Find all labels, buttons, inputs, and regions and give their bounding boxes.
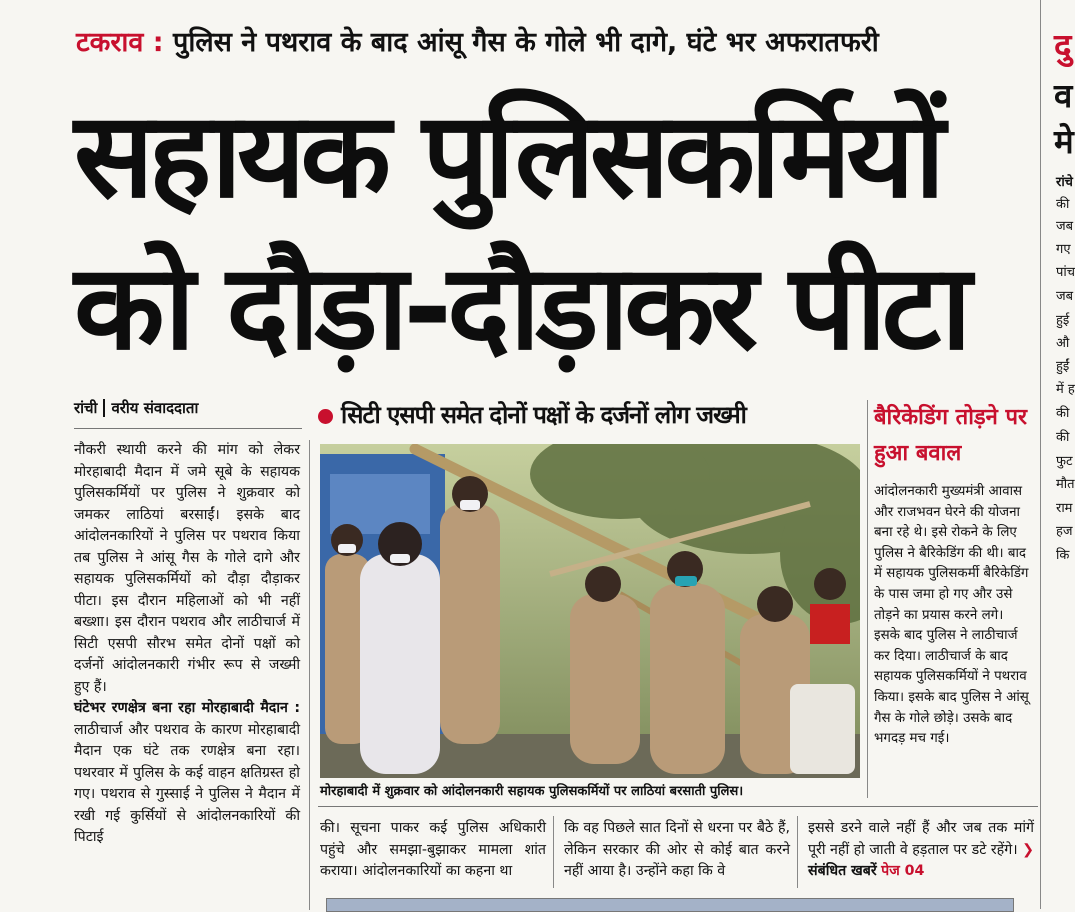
adjacent-line: जब (1056, 289, 1074, 304)
adjacent-line: हुईं (1056, 359, 1070, 374)
article-column-2: की। सूचना पाकर कई पुलिस अधिकारी पहुंचे और समझा-बुझाकर मामला शांत कराया। आंदोलनकारियों का कहना था (320, 820, 546, 879)
adjacent-article (1042, 0, 1075, 909)
kicker-text: पुलिस ने पथराव के बाद आंसू गैस के गोले भी दागे, घंटे भर अफरातफरी (173, 27, 879, 58)
adjacent-line: हज (1056, 524, 1073, 539)
adjacent-line: जब (1056, 219, 1074, 234)
photo-headline-text: सिटी एसपी समेत दोनों पक्षों के दर्जनों लोग जख्मी (341, 401, 746, 429)
adjacent-line: में ह (1056, 382, 1075, 397)
adjacent-line: रांचे (1056, 175, 1073, 190)
bullet-icon (318, 409, 333, 424)
adjacent-line: औ (1056, 336, 1070, 351)
adjacent-line: हुई (1056, 313, 1070, 328)
right-column-rule (1040, 0, 1041, 909)
adjacent-line: राम (1056, 501, 1073, 516)
photo-caption: मोरहाबादी में शुक्रवार को आंदोलनकारी सहायक पुलिसकर्मियों पर लाठियां बरसाती पुलिस। (320, 784, 744, 799)
article-subhead: घंटेभर रणक्षेत्र बना रहा मोरहाबादी मैदान : (74, 700, 300, 716)
news-photo (320, 444, 860, 778)
headline-line-1: सहायक पुलिसकर्मियों (74, 86, 941, 224)
adjacent-line: पांच (1056, 265, 1075, 280)
article-column-4 (808, 818, 1034, 883)
bottom-rule (318, 806, 1038, 807)
byline-rule (74, 428, 302, 429)
related-news-label: संबंधित खबरें (808, 863, 877, 879)
related-news-page: पेज 04 (881, 863, 925, 879)
photo-headline (318, 398, 863, 431)
adjacent-line: की (1056, 197, 1070, 212)
column-rule-1 (309, 440, 310, 910)
sidebar-body: आंदोलनकारी मुख्यमंत्री आवास और राजभवन घेरने की योजना बना रहे थे। इसे रोकने के लिए पुलिस ने बैरिकेडिंग की थी। बाद में सहायक पुलिसकर्मी बैरिकेडिंग के पास जमा हो गए और उसे तोड़ने का प्रयास करने लगे। इसके बाद पुलिस ने लाठीचार्ज कर दिया। लाठीचार्ज के बाद सहायक पुलिसकर्मियों ने पथराव किया। इसके बाद पुलिस ने आंसू गैस के गोले छोड़े। उसके बाद भगदड़ मच गई। (874, 484, 1029, 747)
byline-separator (103, 399, 105, 417)
adjacent-headline-3: मे (1054, 122, 1074, 161)
article-column-4-text: इससे डरने वाले नहीं हैं और जब तक मांगें पूरी नहीं हो जाती वे हड़ताल पर डटे रहेंगे। (808, 820, 1034, 858)
kicker-label: टकराव : (76, 27, 164, 58)
adjacent-headline-1: दु (1054, 26, 1072, 65)
sidebar-headline: बैरिकेडिंग तोड़ने पर हुआ बवाल (874, 405, 1028, 466)
column-rule-4 (797, 816, 798, 888)
article-paragraph-2 (74, 698, 300, 849)
byline (74, 398, 198, 418)
article-column-3: कि वह पिछले सात दिनों से धरना पर बैठे हैं, लेकिन सरकार की ओर से कोई बात करने नहीं आया है। उन्होंने कहा कि वे (564, 820, 790, 879)
column-rule-3 (553, 816, 554, 888)
adjacent-line: कि (1056, 548, 1070, 563)
column-rule-2 (867, 400, 868, 798)
chevron-right-icon: ❯ (1022, 841, 1034, 858)
article-paragraph-1: नौकरी स्थायी करने की मांग को लेकर मोरहाबादी मैदान में जमे सूबे के सहायक पुलिसकर्मियों पर पुलिस ने शुक्रवार को जमकर लाठियां बरसाईं। इसके बाद आंदोलनकारियों ने पुलिस पर पथराव किया तब पुलिस ने आंसू गैस के गोले दागे और सहायक पुलिसकर्मियों को दौड़ा दौड़ाकर पीटा। इस दौरान महिलाओं को भी नहीं बख्शा। इस दौरान पथराव और लाठीचार्ज में सिटी एसपी सौरभ समेत दोनों पक्षों को दर्जनों आंदोलनकारी गंभीर रूप से जख्मी हुए हैं। (74, 442, 300, 695)
article-paragraph-2-text: लाठीचार्ज और पथराव के कारण मोरहाबादी मैदान एक घंटे तक रणक्षेत्र बना रहा। पथरवार में पुलिस के कई वाहन क्षतिग्रस्त हो गए। पथराव से गुस्साई ने पुलिस ने मैदान में रखी गई कुर्सियों से आंदोलनकारियों की पिटाई (74, 721, 300, 845)
adjacent-line: की (1056, 430, 1070, 445)
byline-reporter: वरीय संवाददाता (111, 399, 199, 417)
adjacent-line: की (1056, 406, 1070, 421)
byline-city: रांची (74, 399, 98, 417)
adjacent-line: मौत (1056, 477, 1075, 492)
news-photo-illustration (320, 444, 860, 778)
kicker (76, 22, 1036, 59)
adjacent-headline-2: व (1054, 76, 1073, 115)
next-article-photo-edge (326, 898, 1014, 912)
article-column-1 (74, 440, 300, 849)
headline-line-2: को दौड़ा-दौड़ाकर पीटा (74, 238, 967, 376)
adjacent-line: गए (1056, 242, 1071, 257)
adjacent-line: फुट (1056, 454, 1073, 469)
